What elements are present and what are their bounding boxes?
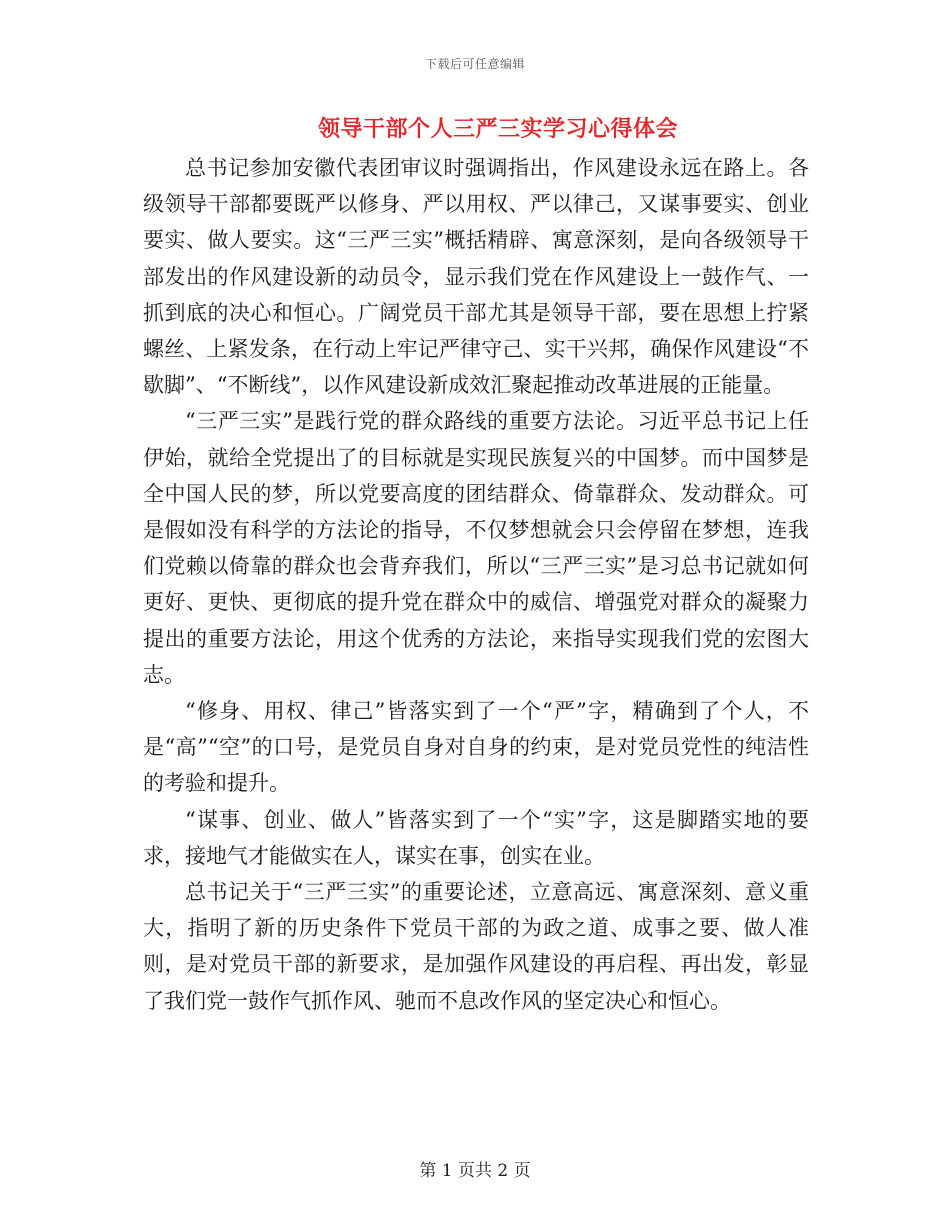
page-number: 第 1 页共 2 页 [419,1161,531,1181]
document-title: 领导干部个人三严三实学习心得体会 [317,117,678,142]
document-body [143,150,809,1019]
page-header-note: 下载后可任意编辑 [424,57,525,71]
paragraph-2: “三严三实”是践行党的群众路线的重要方法论。习近平总书记上任伊始，就给全党提出了的目标就是实现民族复兴的中国梦。而中国梦是全中国人民的梦，所以党要高度的团结群众、倚靠群众、发动群众。可是假如没有科学的方法论的指导，不仅梦想就会只会停留在梦想，连我们党赖以倚靠的群众也会背弃我们，所以“三严三实”是习总书记就如何更好、更快、更彻底的提升党在群众中的威信、增强党对群众的凝聚力提出的重要方法论，用这个优秀的方法论，来指导实现我们党的宏图大志。 [143,409,809,687]
paragraph-4: “谋事、创业、做人”皆落实到了一个“实”字，这是脚踏实地的要求，接地气才能做实在人，谋实在事，创实在业。 [143,807,809,868]
paragraph-5: 总书记关于“三严三实”的重要论述，立意高远、寓意深刻、意义重大，指明了新的历史条件下党员干部的为政之道、成事之要、做人准则，是对党员干部的新要求，是加强作风建设的再启程、再出发，彰显了我们党一鼓作气抓作风、驰而不息改作风的坚定决心和恒心。 [143,880,809,1013]
paragraph-3: “修身、用权、律己”皆落实到了一个“严”字，精确到了个人，不是“高”“空”的口号，是党员自身对自身的约束，是对党员党性的纯洁性的考验和提升。 [143,699,809,796]
paragraph-1: 总书记参加安徽代表团审议时强调指出，作风建设永远在路上。各级领导干部都要既严以修身、严以用权、严以律己，又谋事要实、创业要实、做人要实。这“三严三实”概括精辟、寓意深刻，是向各级领导干部发出的作风建设新的动员令，显示我们党在作风建设上一鼓作气、一抓到底的决心和恒心。广阔党员干部尤其是领导干部，要在思想上拧紧螺丝、上紧发条，在行动上牢记严律守己、实干兴邦，确保作风建设“不歇脚”、“不断线”，以作风建设新成效汇聚起推动改革进展的正能量。 [143,156,809,398]
